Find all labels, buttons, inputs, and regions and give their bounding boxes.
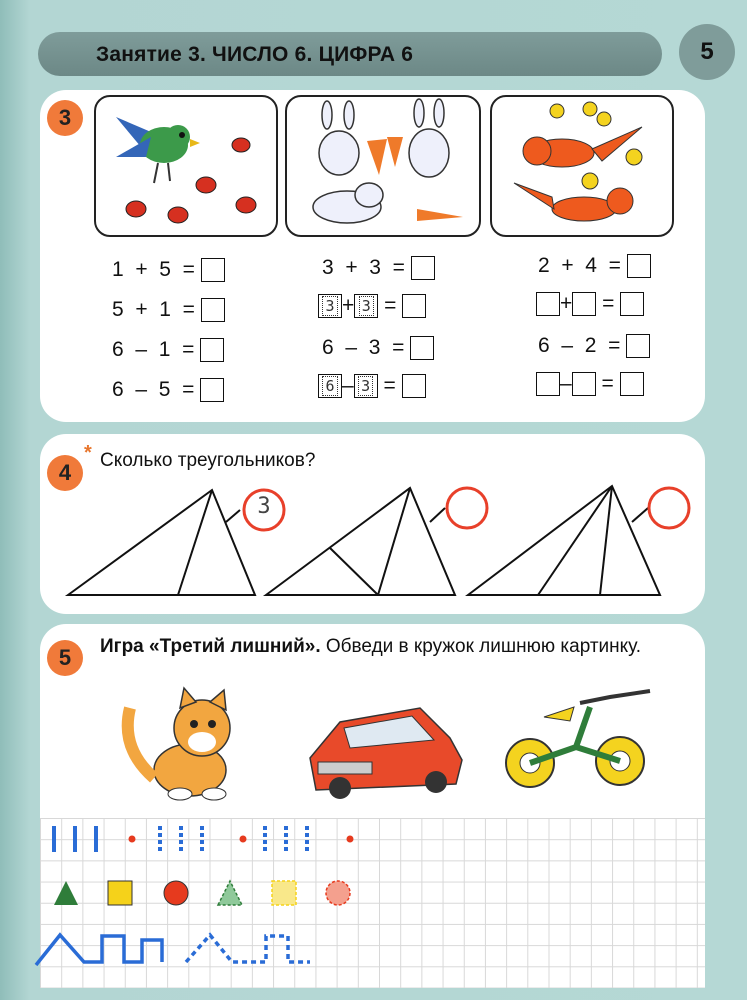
task-4-badge: 4: [47, 455, 83, 491]
equation-row: 6 – 1 =: [112, 338, 224, 362]
page-title: Занятие 3. ЧИСЛО 6. ЦИФРА 6: [96, 43, 414, 66]
equation-row: – =: [536, 372, 644, 396]
equation-row: 3 + 3 =: [318, 294, 426, 318]
equation-row: 1 + 5 =: [112, 258, 225, 282]
example-answer: 3: [257, 494, 271, 519]
digit-trace-box[interactable]: 3: [318, 294, 342, 318]
equation-row: 2 + 4 =: [538, 254, 651, 278]
equation-row: 6 – 3 =: [318, 374, 426, 398]
equation-row: 3 + 3 =: [322, 256, 435, 280]
equation-row: 6 – 5 =: [112, 378, 224, 402]
task-3-badge: 3: [47, 100, 83, 136]
digit-trace-box[interactable]: 6: [318, 374, 342, 398]
task-4-question: Сколько треугольников?: [100, 450, 316, 471]
equation-row: 5 + 1 =: [112, 298, 225, 322]
page-number: 5: [700, 38, 714, 65]
digit-trace-box[interactable]: 3: [354, 374, 378, 398]
equation-row: + =: [536, 292, 644, 316]
equation-row: 6 – 2 =: [538, 334, 650, 358]
task-5-badge: 5: [47, 640, 83, 676]
digit-trace-box[interactable]: 3: [354, 294, 378, 318]
star-icon: *: [84, 442, 92, 464]
equation-row: 6 – 3 =: [322, 336, 434, 360]
task-5-instruction: Игра «Третий лишний». Обведи в кружок лишнюю картинку.: [100, 636, 642, 657]
